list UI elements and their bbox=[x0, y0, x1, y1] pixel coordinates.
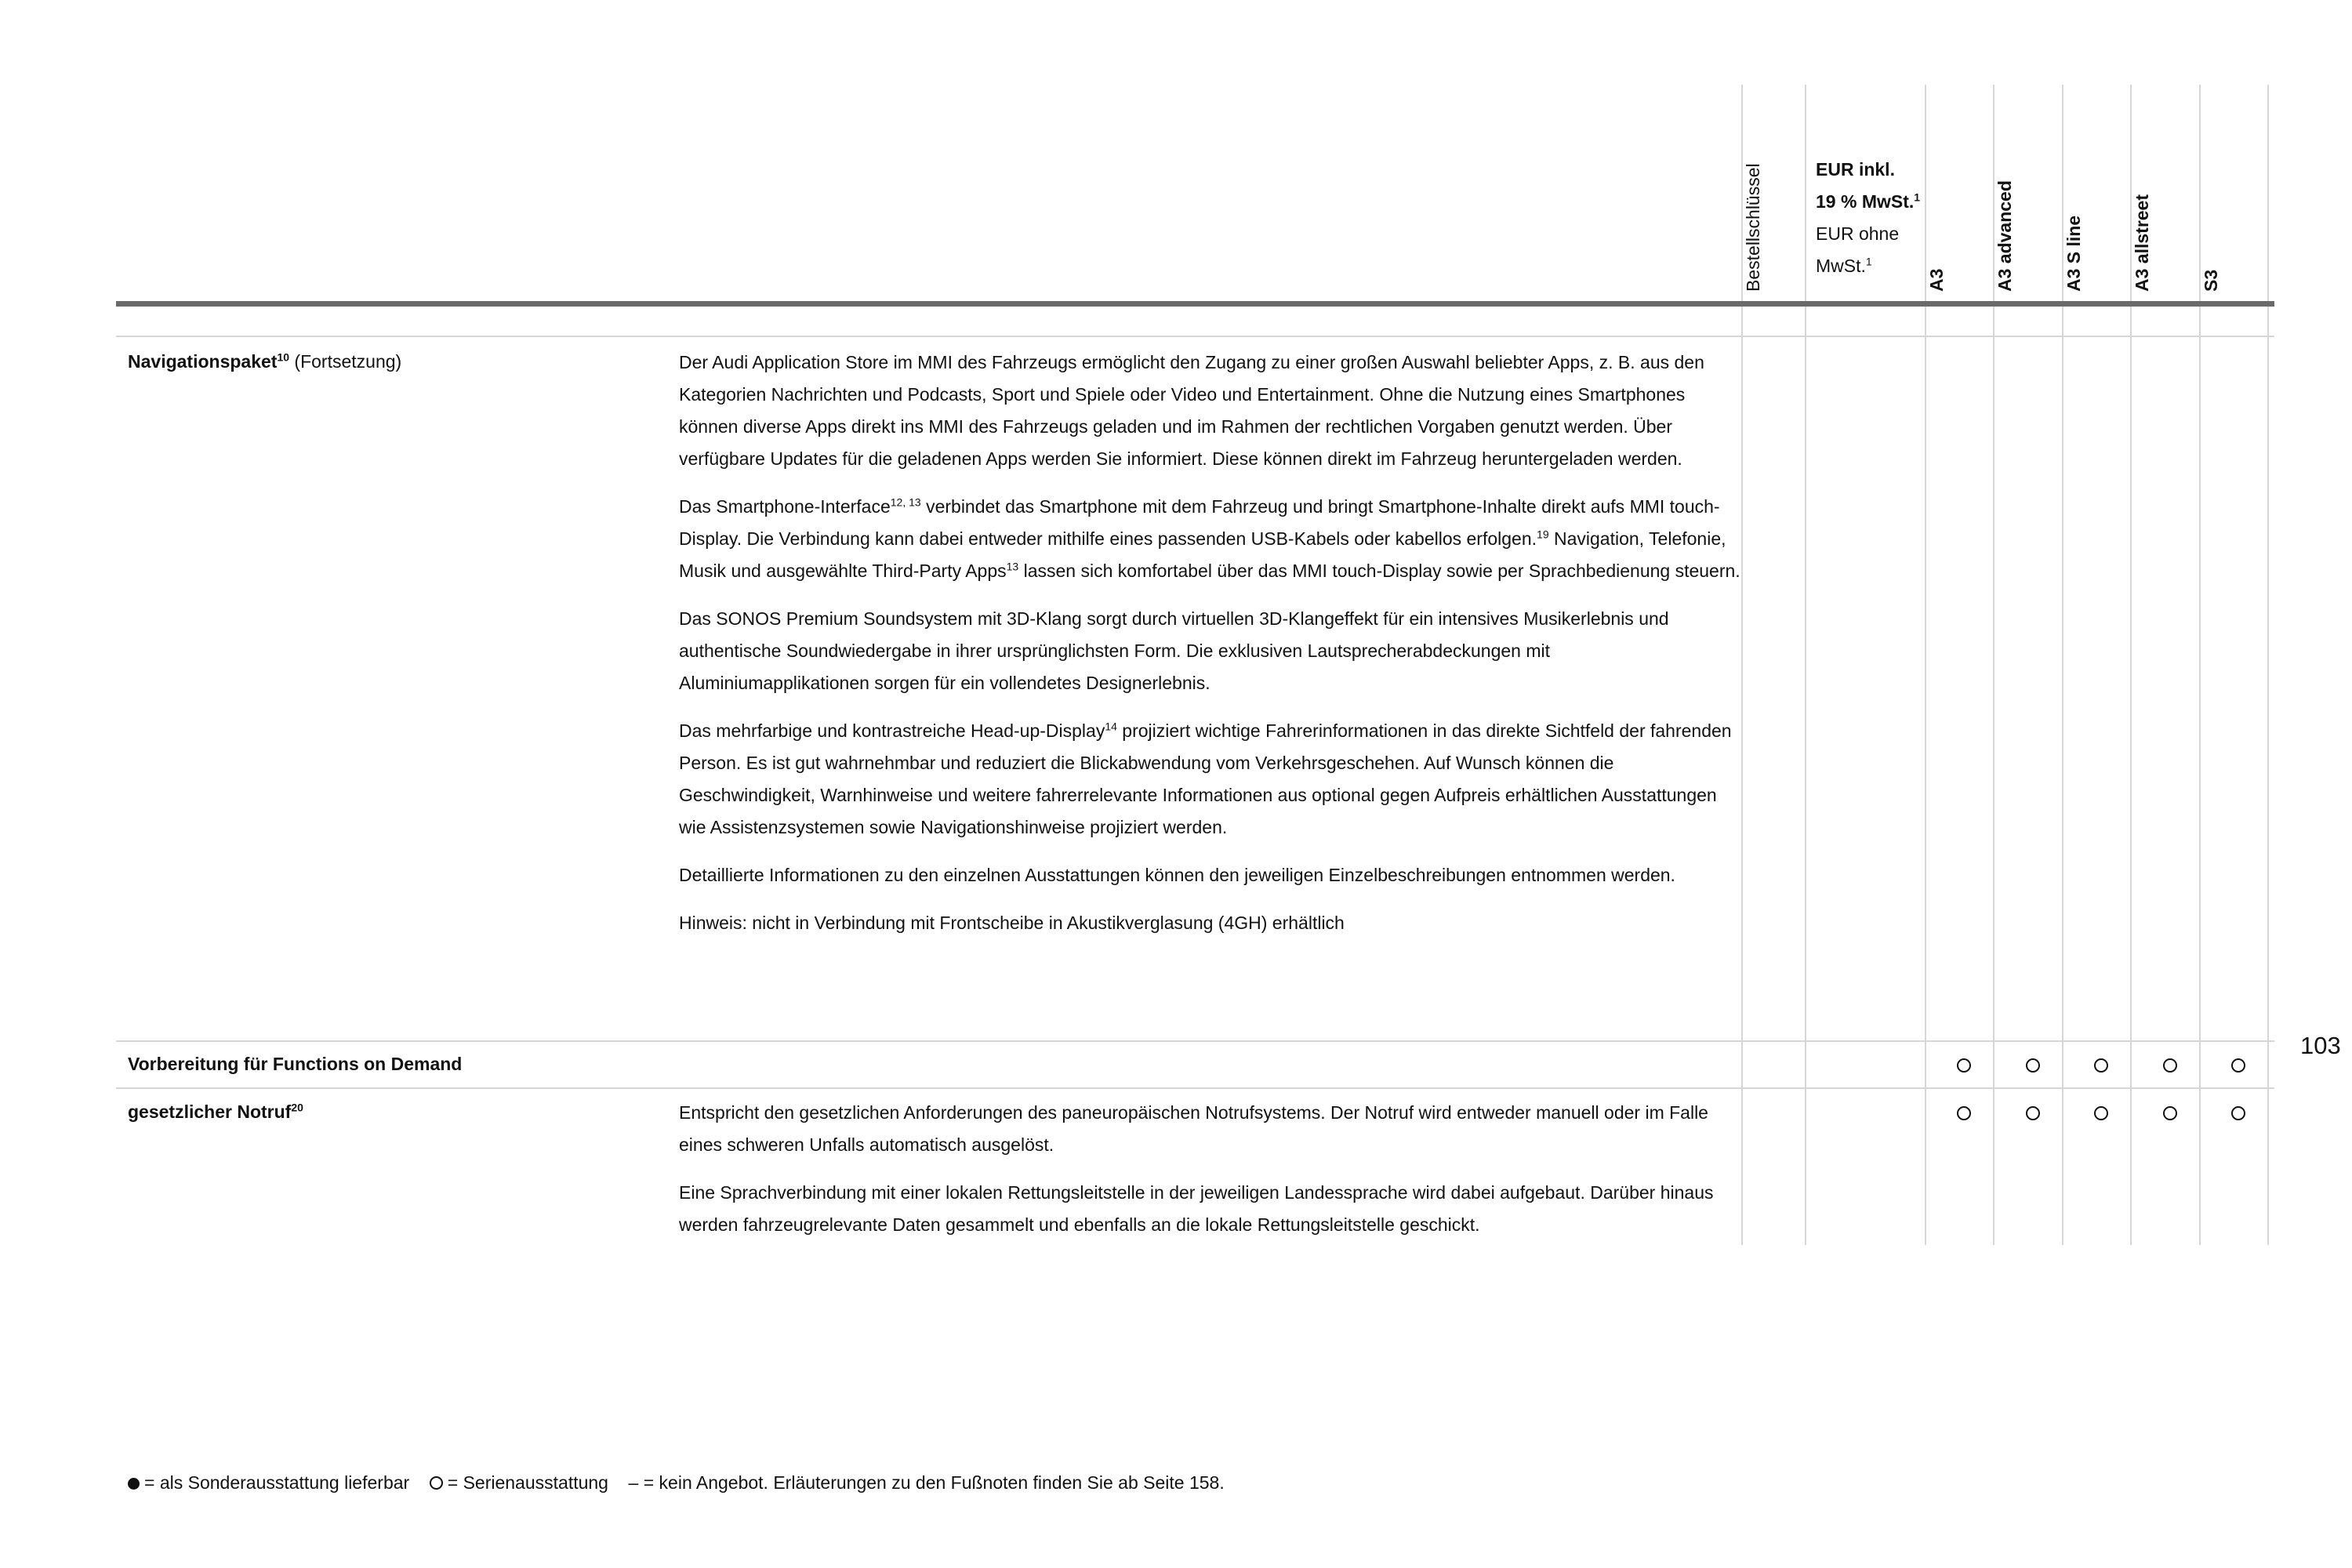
legend-optional: = als Sonderausstattung lieferbar bbox=[144, 1472, 410, 1493]
row-description-gesetzlicher-notruf bbox=[679, 1097, 1742, 1257]
notruf-paragraph-2: Eine Sprachverbindung mit einer lokalen Rettungsleitstelle in der jeweiligen Landessprache wird dabei aufgebaut. Darüber hinaus werden fahrzeugrelevante Daten gesammelt und ebenfalls an die lokale Rettungsleitstelle geschickt. bbox=[679, 1182, 1714, 1235]
legend bbox=[128, 1469, 1225, 1496]
standard-equipment-icon bbox=[2231, 1058, 2245, 1073]
nav-paragraph-sonos: Das SONOS Premium Soundsystem mit 3D-Klang sorgt durch virtuellen 3D-Klangeffekt für ein intensives Musikerlebnis und authentische Soundwiedergabe in ihrer ursprünglichsten Form. Die exklusiven Lautsprecherabdeckungen mit Aluminiumapplikationen sorgen für ein vollendetes Designerlebnis. bbox=[679, 608, 1669, 693]
header-eur-excl-line1: EUR ohne bbox=[1816, 223, 1900, 244]
standard-equipment-icon bbox=[2026, 1106, 2040, 1120]
standard-equipment-icon bbox=[2094, 1106, 2108, 1120]
standard-equipment-icon bbox=[2026, 1058, 2040, 1073]
standard-equipment-icon bbox=[2094, 1058, 2108, 1073]
row-divider bbox=[116, 1087, 2274, 1089]
nav-paragraph-details: Detaillierte Informationen zu den einzelnen Ausstattungen können den jeweiligen Einzelbeschreibungen entnommen werden. bbox=[679, 865, 1675, 885]
empty-circle-icon bbox=[430, 1476, 443, 1490]
standard-equipment-icon bbox=[2163, 1106, 2177, 1120]
row-description-navigationspaket bbox=[679, 347, 1742, 955]
standard-equipment-icon bbox=[1957, 1058, 1971, 1073]
standard-equipment-icon bbox=[1957, 1106, 1971, 1120]
column-divider-a3-left bbox=[1925, 85, 1926, 1245]
column-divider-s3-right bbox=[2267, 85, 2269, 1245]
notruf-paragraph-1: Entspricht den gesetzlichen Anforderungen des paneuropäischen Notrufsystems. Der Notruf wird entweder manuell oder im Falle eines schweren Unfalls automatisch ausgelöst. bbox=[679, 1102, 1708, 1155]
row-divider bbox=[116, 1040, 2274, 1042]
page-number: 103 bbox=[2300, 1032, 2341, 1059]
column-divider-s3-left bbox=[2199, 85, 2201, 1245]
filled-circle-icon bbox=[128, 1478, 140, 1490]
nav-paragraph-smartphone-interface: Das Smartphone-Interface$^{12, 13}$ verbindet das Smartphone mit dem Fahrzeug und bringt Smartphone-Inhalte direkt aufs MMI touch-Display. Die Verbindung kann dabei entweder mithilfe eines passenden USB-Kabels oder kabellos erfolgen.$^{19}$ Navigation, Telefonie, Musik und ausgewählte Third-Party Apps$^{13}$ lassen sich komfortabel über das MMI touch-Display sowie per Sprachbedienung steuern. bbox=[679, 495, 1740, 581]
nav-paragraph-note: Hinweis: nicht in Verbindung mit Frontscheibe in Akustikverglasung (4GH) erhältlich bbox=[679, 913, 1345, 933]
nav-paragraph-app-store: Der Audi Application Store im MMI des Fahrzeugs ermöglicht den Zugang zu einer großen Auswahl beliebter Apps, z. B. aus den Kategorien Nachrichten und Podcasts, Sport und Spiele oder Video und Entertainment. Ohne die Nutzung eines Smartphones können diverse Apps direkt ins MMI des Fahrzeugs geladen und im Rahmen der rechtlichen Vorgaben genutzt werden. Über verfügbare Updates für die geladenen Apps werden Sie informiert. Diese können direkt im Fahrzeug heruntergeladen werden. bbox=[679, 352, 1704, 469]
row-title-functions-on-demand: Vorbereitung für Functions on Demand bbox=[128, 1054, 463, 1074]
header-eur-price bbox=[1816, 154, 1920, 282]
header-eur-incl-line1: EUR inkl. bbox=[1816, 159, 1895, 180]
header-subrule bbox=[116, 336, 2274, 337]
header-eur-incl-line2: 19 % MwSt.$^1$ bbox=[1816, 191, 1921, 212]
standard-equipment-icon bbox=[2163, 1058, 2177, 1073]
standard-equipment-icon bbox=[2231, 1106, 2245, 1120]
legend-standard: = Serienausstattung bbox=[447, 1472, 608, 1493]
row-title-gesetzlicher-notruf: gesetzlicher Notruf$^{20}$ bbox=[128, 1101, 303, 1122]
legend-none: – = kein Angebot. Erläuterungen zu den Fußnoten finden Sie ab Seite 158. bbox=[628, 1472, 1225, 1493]
header-rule bbox=[116, 301, 2274, 307]
column-divider-eur-left bbox=[1805, 85, 1806, 1245]
row-title-navigationspaket: Navigationspaket$^{10}$ (Fortsetzung) bbox=[128, 350, 402, 372]
nav-paragraph-head-up-display: Das mehrfarbige und kontrastreiche Head-up-Display$^{14}$ projiziert wichtige Fahrerinformationen in das direkte Sichtfeld der fahrenden Person. Es ist gut wahrnehmbar und reduziert die Blickabwendung vom Verkehrsgeschehen. Auf Wunsch können die Geschwindigkeit, Warnhinweise und weitere fahrerrelevante Informationen aus optional gegen Aufpreis erhältlichen Ausstattungen wie Assistenzsystemen sowie Navigationshinweise projiziert werden. bbox=[679, 720, 1732, 837]
header-eur-excl-line2: MwSt.$^1$ bbox=[1816, 255, 1872, 276]
